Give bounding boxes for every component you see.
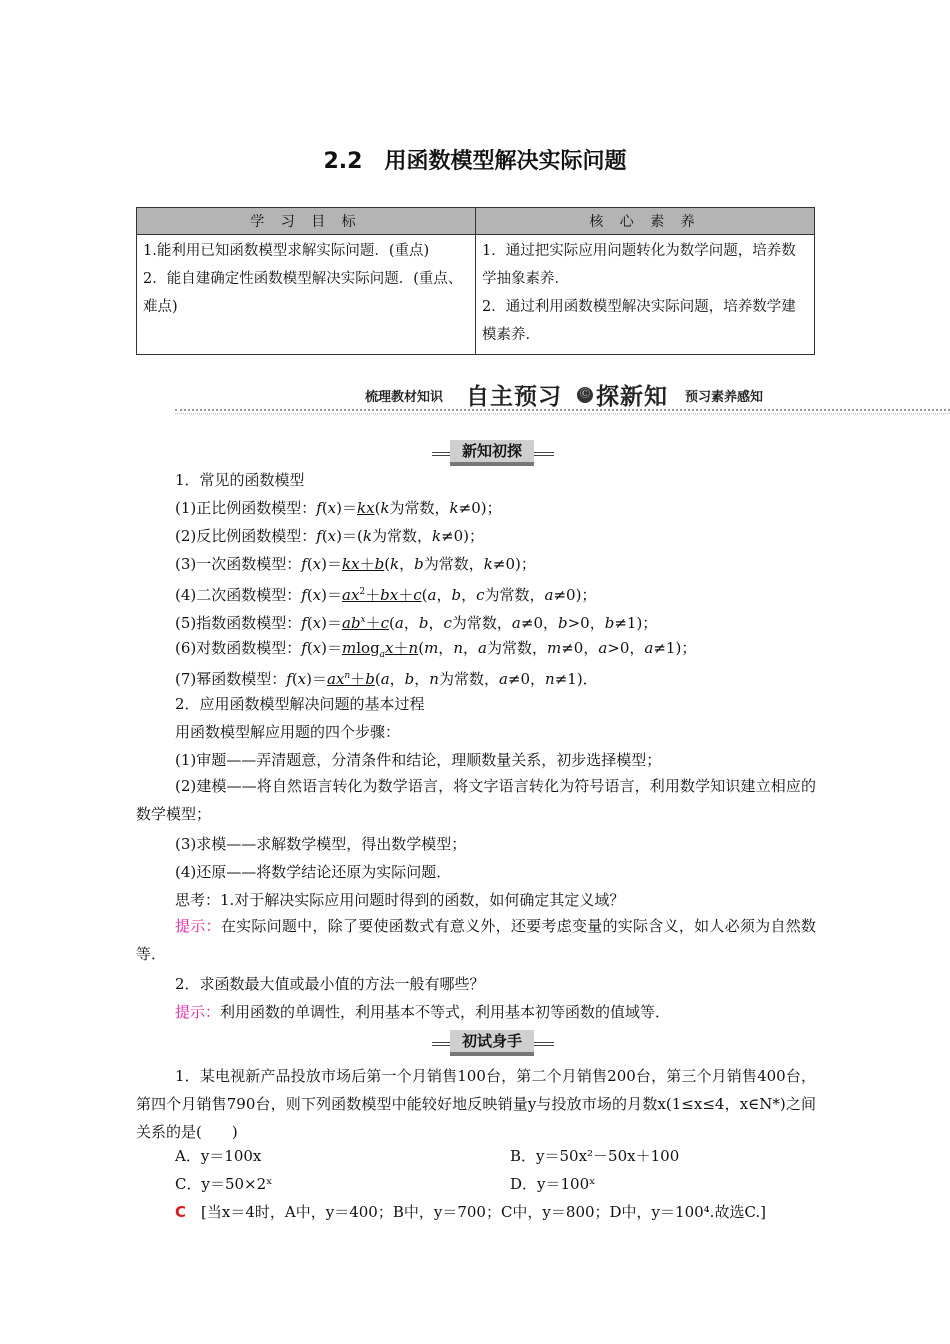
- hint-2: 提示：利用函数的单调性，利用基本不等式，利用基本初等函数的值域等．: [175, 1003, 671, 1021]
- hint-1: 提示：在实际问题中，除了要使函数式有意义外，还要考虑变量的实际含义，如人必须为自然数等．: [136, 917, 816, 963]
- model-7: (7)幂函数模型：$f(x)=ax^n+b(a$，b，n为常数，a≠0，n≠1)．: [175, 670, 598, 688]
- think-question: 思考：1.对于解决实际应用问题时得到的函数，如何确定其定义域？: [175, 891, 625, 909]
- banner-title-2: 探新知: [596, 384, 668, 410]
- model-4: (4)二次函数模型：$f(x)=ax^2+bx+c(a$，b，c为常数，a≠0)；: [175, 586, 597, 604]
- answer: [175, 1202, 766, 1222]
- model-6: (6)对数函数模型：f(x)＝mlog$_a$x＋n(m，n，a为常数，m≠0，a>0，a≠1)；: [175, 639, 697, 660]
- page-title: 2.2 用函数模型解决实际问题: [323, 149, 627, 174]
- banner-left-note: 梳理教材知识: [365, 390, 444, 405]
- goals-header: 学 习 目 标: [137, 208, 476, 235]
- model-1: (1)正比例函数模型：f(x)＝kx(k为常数，k≠0)；: [175, 499, 502, 517]
- section-banner: [175, 380, 950, 420]
- banner-c-icon: Ⓒ: [577, 387, 593, 403]
- goals-cell: [137, 235, 476, 355]
- banner-right-note: 预习素养感知: [685, 390, 764, 405]
- section-label-new: 新知初探: [432, 440, 554, 466]
- answer-explanation: [当x＝4时，A中，y＝400；B中，y＝700；C中，y＝800；D中，y＝100⁴.故选C.]: [201, 1203, 767, 1221]
- literacy-header: 核 心 素 养: [476, 208, 815, 235]
- goal-2: 2．能自建确定性函数模型解决实际问题．(重点、难点): [143, 271, 463, 315]
- model-5: (5)指数函数模型：$f(x)=ab^x+c(a$，b，c为常数，a≠0，b>0，b≠1)；: [175, 614, 658, 632]
- literacy-2: 2．通过利用函数模型解决实际问题，培养数学建模素养．: [482, 299, 796, 343]
- option-b: B．y＝50x²－50x＋100: [510, 1147, 680, 1165]
- heading-common-models: 1．常见的函数模型: [175, 471, 305, 489]
- goal-1: 1.能利用已知函数模型求解实际问题．(重点): [143, 243, 430, 259]
- section-label-try: 初试身手: [432, 1030, 554, 1056]
- option-a: A．y＝100x: [175, 1147, 262, 1165]
- heading-process: 2．应用函数模型解决问题的基本过程: [175, 695, 425, 713]
- model-3: (3)一次函数模型：f(x)＝kx＋b(k，b为常数，k≠0)；: [175, 555, 536, 573]
- goals-table: [136, 207, 815, 355]
- step-1: (1)审题——弄清题意，分清条件和结论，理顺数量关系，初步选择模型；: [175, 751, 662, 769]
- step-3: (3)求模——求解数学模型，得出数学模型；: [175, 835, 467, 853]
- step-4: (4)还原——将数学结论还原为实际问题．: [175, 863, 452, 881]
- question-2: 2．求函数最大值或最小值的方法一般有哪些？: [175, 975, 485, 993]
- option-d: D．y＝100ˣ: [510, 1175, 596, 1193]
- option-c: C．y＝50×2ˣ: [175, 1175, 273, 1193]
- steps-intro: 用函数模型解应用题的四个步骤：: [175, 723, 401, 741]
- literacy-cell: [476, 235, 815, 355]
- literacy-1: 1．通过把实际应用问题转化为数学问题，培养数学抽象素养．: [482, 243, 796, 287]
- step-2: (2)建模——将自然语言转化为数学语言，将文字语言转化为符号语言，利用数学知识建立相应的数学模型；: [136, 777, 816, 823]
- answer-letter: C: [175, 1203, 187, 1221]
- model-2: (2)反比例函数模型：f(x)＝(k为常数，k≠0)；: [175, 527, 485, 545]
- banner-title-1: 自主预习: [466, 384, 562, 410]
- problem-1: 1．某电视新产品投放市场后第一个月销售100台，第二个月销售200台，第三个月销售400台，第四个月销售790台，则下列函数模型中能较好地反映销量y与投放市场的月数x(1≤x≤4，x∈N*)之间关系的是( ): [136, 1067, 816, 1141]
